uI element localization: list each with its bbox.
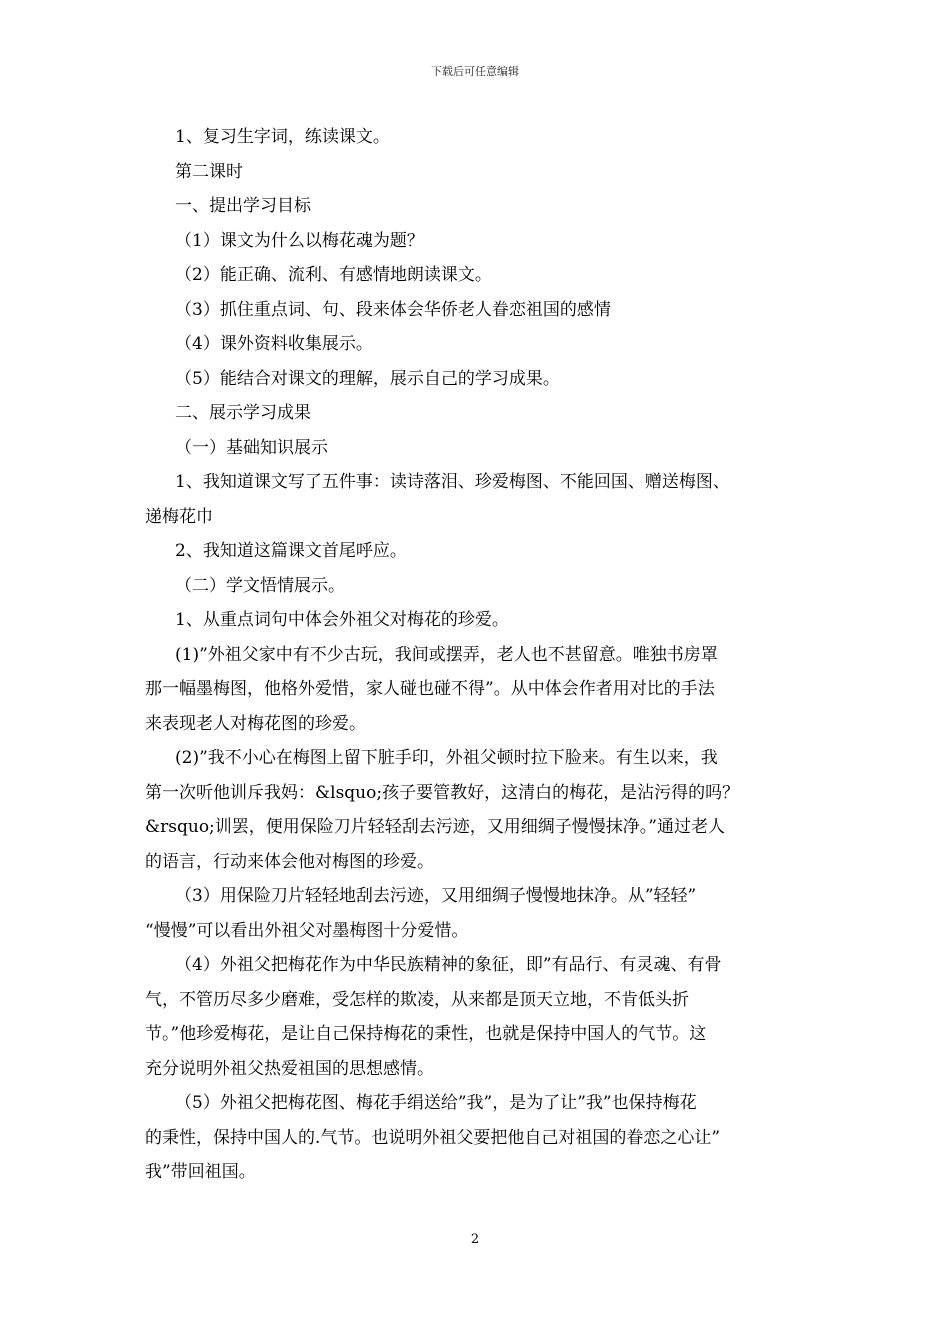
text-line: （一）基础知识展示 [175, 437, 328, 458]
text-line: “慢慢”可以看出外祖父对墨梅图十分爱惜。 [145, 920, 469, 941]
text-line: （2）能正确、流利、有感情地朗读课文。 [175, 265, 492, 285]
text-line: 第二课时 [175, 161, 243, 182]
text-line: 1、我知道课文写了五件事：读诗落泪、珍爱梅图、不能回国、赠送梅图、 [175, 472, 730, 492]
text-line: 来表现老人对梅花图的珍爱。 [145, 713, 366, 734]
text-line: （4）课外资料收集展示。 [175, 334, 373, 354]
text-line: 的语言，行动来体会他对梅图的珍爱。 [145, 851, 434, 872]
text-line: 充分说明外祖父热爱祖国的思想感情。 [145, 1058, 434, 1079]
text-line: 2、我知道这篇课文首尾呼应。 [175, 541, 407, 561]
text-line: （4）外祖父把梅花作为中华民族精神的象征，即”有品行、有灵魂、有骨 [175, 955, 722, 975]
text-line: （3）用保险刀片轻轻地刮去污迹，又用细绸子慢慢地抹净。从”轻轻” [175, 886, 697, 906]
text-line: （5）能结合对课文的理解，展示自己的学习成果。 [175, 368, 560, 389]
text-line: 节。”他珍爱梅花，是让自己保持梅花的秉性，也就是保持中国人的气节。这 [145, 1024, 707, 1044]
text-line: 1、复习生字词，练读课文。 [175, 127, 390, 147]
text-line: 一、提出学习目标 [175, 196, 311, 216]
text-line: 二、展示学习成果 [175, 403, 311, 423]
text-line: 我”带回祖国。 [145, 1162, 256, 1182]
text-line: 的秉性，保持中国人的.气节。也说明外祖父要把他自己对祖国的眷恋之心让” [145, 1127, 721, 1148]
page-number: 2 [470, 1232, 480, 1247]
text-line: （1）课文为什么以梅花魂为题？ [175, 230, 424, 251]
text-line: 气，不管历尽多少磨难，受怎样的欺凌，从来都是顶天立地，不肯低头折 [145, 989, 689, 1010]
text-line: （3）抓住重点词、句、段来体会华侨老人眷恋祖国的感情 [175, 299, 611, 320]
text-line: （二）学文悟情展示。 [175, 575, 345, 596]
text-line: 1、从重点词句中体会外祖父对梅花的珍爱。 [175, 610, 509, 630]
document-body [145, 120, 809, 1190]
text-line: 递梅花巾 [145, 506, 213, 527]
page-header: 下载后可任意编辑 [431, 65, 519, 78]
text-line: （5）外祖父把梅花图、梅花手绢送给”我”，是为了让”我”也保持梅花 [175, 1093, 697, 1113]
text-line: &rsquo;训罢，便用保险刀片轻轻刮去污迹，又用细绸子慢慢抹净。”通过老人 [145, 817, 725, 837]
text-line: 那一幅墨梅图，他格外爱惜，家人碰也碰不得”。从中体会作者用对比的手法 [145, 679, 715, 699]
text-line: 第一次听他训斥我妈：&lsquo;孩子要管教好，这清白的梅花，是沾污得的吗？ [145, 782, 740, 803]
text-line: (2)”我不小心在梅图上留下脏手印，外祖父顿时拉下脸来。有生以来，我 [175, 748, 718, 768]
text-line: (1)”外祖父家中有不少古玩，我间或摆弄，老人也不甚留意。唯独书房罩 [175, 644, 718, 665]
